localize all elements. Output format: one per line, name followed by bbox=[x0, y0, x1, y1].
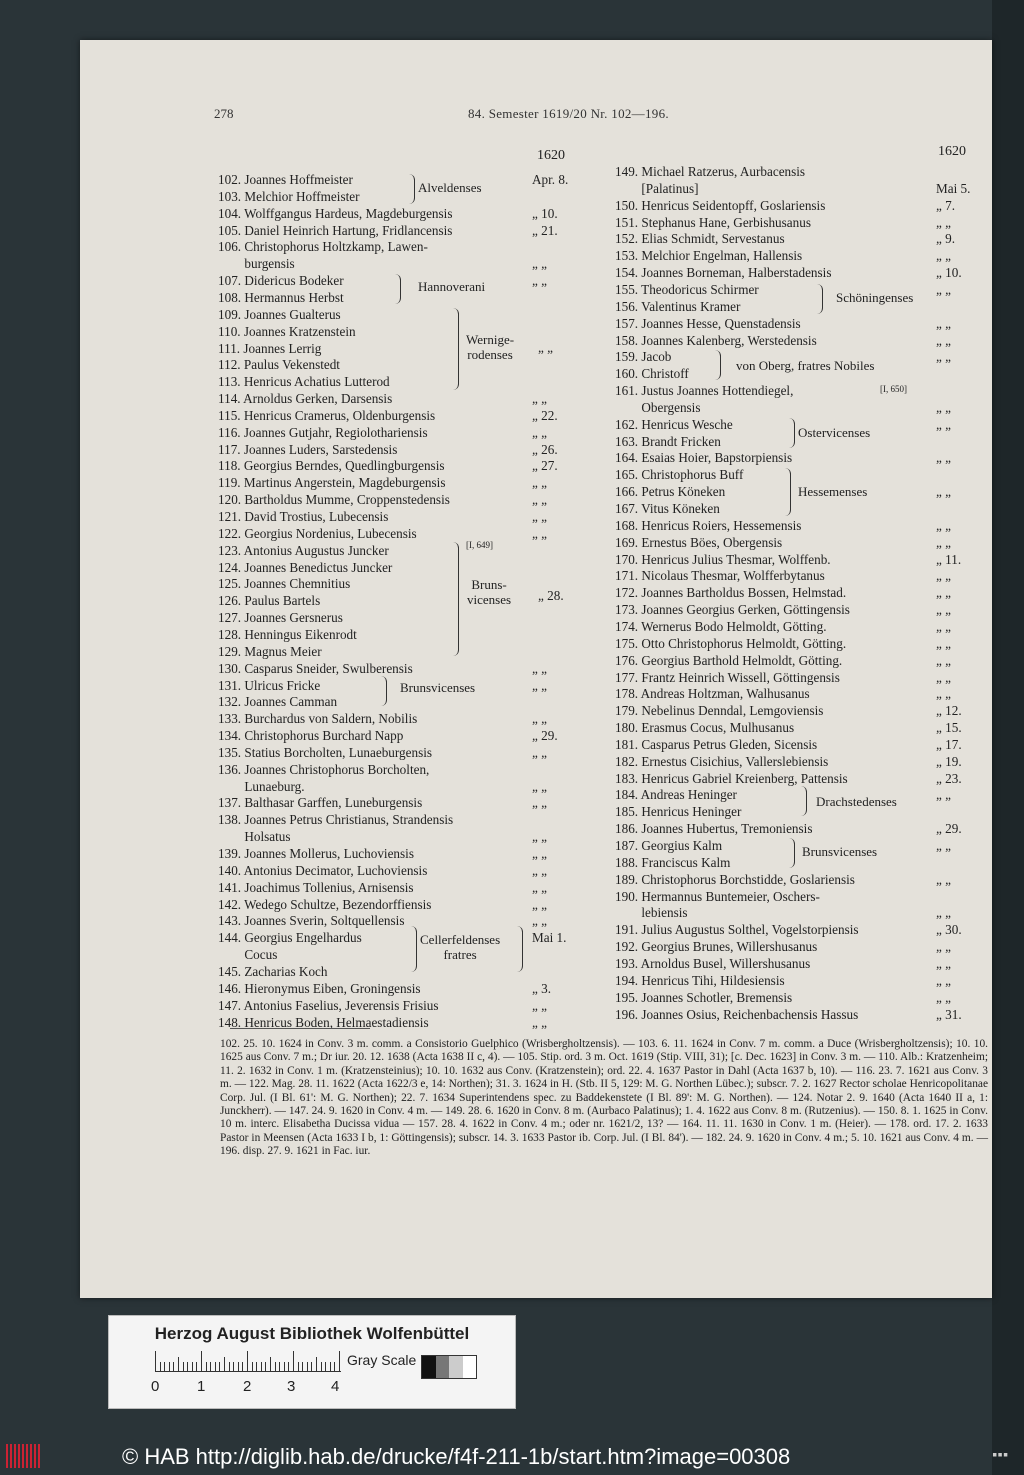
list-item: 116. Joannes Gutjahr, Regiolothariensis bbox=[218, 424, 428, 440]
list-item: Lunaeburg. bbox=[218, 778, 305, 794]
ruler-tick bbox=[279, 1362, 280, 1371]
footer-bar bbox=[0, 1438, 1024, 1475]
entry-date: „ „ bbox=[532, 778, 548, 794]
list-item: 183. Henricus Gabriel Kreienberg, Pattensis bbox=[615, 770, 848, 786]
entry-date: „ „ bbox=[532, 744, 548, 760]
list-item: 170. Henricus Julius Thesmar, Wolffenb. bbox=[615, 551, 831, 567]
list-item: 163. Brandt Fricken bbox=[615, 433, 721, 449]
list-item: 128. Henningus Eikenrodt bbox=[218, 626, 357, 642]
list-item: 109. Joannes Gualterus bbox=[218, 306, 341, 322]
ruler-tick bbox=[164, 1362, 165, 1371]
ruler-tick bbox=[293, 1351, 294, 1371]
list-item: 156. Valentinus Kramer bbox=[615, 298, 741, 314]
list-item: 112. Paulus Vekenstedt bbox=[218, 357, 340, 373]
list-item: 194. Henricus Tihi, Hildesiensis bbox=[615, 972, 785, 988]
list-item: 120. Bartholdus Mumme, Croppenstedensis bbox=[218, 492, 450, 508]
entry-date: „ 29. bbox=[532, 728, 558, 744]
list-item: 190. Hermannus Buntemeier, Oschers- bbox=[615, 888, 820, 904]
list-item: 192. Georgius Brunes, Willershusanus bbox=[615, 939, 818, 955]
list-item: 173. Joannes Georgius Gerken, Göttingensis bbox=[615, 602, 850, 618]
entry-date: „ „ bbox=[936, 484, 952, 500]
group-date: „ 28. bbox=[538, 588, 564, 603]
entry-date: „ „ bbox=[532, 846, 548, 861]
entry-date: „ 11. bbox=[936, 551, 962, 567]
list-item: 184. Andreas Heninger bbox=[615, 787, 737, 803]
entry-date: „ 15. bbox=[936, 720, 962, 736]
ruler-tick bbox=[307, 1362, 308, 1371]
ruler-tick bbox=[178, 1357, 179, 1371]
entry-date: „ „ bbox=[936, 332, 952, 348]
entry-date: „ „ bbox=[532, 677, 548, 693]
footnotes: 102. 25. 10. 1624 in Conv. 3 m. comm. a Consistorio Guelphico (Wrisbergholtzensis). — 103. 6. 11. 1624 in Conv. 7 m. comm. a Duce (Wrisbergholtzensis); 10. 10. 1625 aus Conv. 7 m.; Dr iur. 20. 12. 1638 (Acta 1638 II c, 4). — 105. Stip. ord. 3 m. Oct. 1619 (Stip. VIII, 31); [c. Dec. 1623] in Conv. 3 m. — 110. Alb.: Kratzenheim; 11. 2. 1632 in Conv. 1 m. (Kratzensteinius); 10. 10. 1632 aus Conv. (Kratzenstein); ord. 22. 4. 1637 Pastor in Dahl (Acta 1637 b, 10). — 116. 23. 7. 1621 aus Conv. 3 m. — 122. Mag. 28. 11. 1622 (Acta 1622/3 e, 14: Northen); 31. 3. 1624 in H. (Stb. II 5, 129: M. G. Northen Lübec.); subscr. 7. 2. 1627 Rector scholae Henricopolitanae Corp. Jul. (I Bl. 61': M. G. Northen); 22. 7. 1634 Superintendens spec. zu Baddekenstete (I Bl. 89': M. G. Northen). — 124. Notar 2. 9. 1640 (Acta 1640 II a, 1: Junckherr). — 147. 24. 9. 1620 in Conv. 4 m. — 149. 28. 6. 1620 in Conv. 8 m. (Aurbaco Palatinus); 1. 4. 1622 aus Conv. 8 m. (Rutzenius). — 150. 8. 1. 1625 in Conv. 10 m. interc. Elisabetha Ducissa vidua — 157. 28. 4. 1622 in Conv. 4 m.; oder nr. 1621/2, 13? — 164. 11. 11. 1630 in Conv. 1 m. (Heier). — 178. ord. 17. 2. 1633 Pastor in Meensen (Acta 1633 I b, 1: Göttingensis); subscr. 14. 3. 1633 Pastor ib. Corp. Jul. (I Bl. 84'). — 182. 24. 9. 1620 in Conv. 4 m.; 5. 10. 1621 aus Conv. 4 m. — 196. disp. 27. 9. 1621 in Fac. iur. bbox=[220, 1038, 988, 1158]
entry-date: „ „ bbox=[532, 711, 548, 727]
list-item: 129. Magnus Meier bbox=[218, 643, 322, 659]
entry-date: „ „ bbox=[936, 585, 952, 601]
entry-date: „ „ bbox=[936, 534, 952, 550]
list-item: 113. Henricus Achatius Lutterod bbox=[218, 374, 390, 390]
entry-date: „ „ bbox=[532, 256, 548, 272]
entry-date: „ „ bbox=[936, 939, 952, 955]
list-item: 195. Joannes Schotler, Bremensis bbox=[615, 989, 793, 1005]
entry-date: „ „ bbox=[532, 492, 548, 508]
ruler-number: 0 bbox=[151, 1378, 160, 1395]
entry-date: „ 10. bbox=[532, 205, 558, 221]
entry-date: „ „ bbox=[936, 315, 952, 331]
entry-date: „ 19. bbox=[936, 753, 962, 769]
list-item: 174. Wernerus Bodo Helmoldt, Götting. bbox=[615, 618, 827, 634]
ruler-tick bbox=[206, 1362, 207, 1371]
entry-date: „ „ bbox=[936, 989, 952, 1005]
ruler-number: 1 bbox=[197, 1378, 206, 1395]
list-item: 123. Antonius Augustus Juncker bbox=[218, 542, 389, 558]
ruler-tick bbox=[155, 1351, 156, 1371]
ruler-tick bbox=[192, 1362, 193, 1371]
entry-date: „ „ bbox=[936, 787, 952, 803]
list-item: 162. Henricus Wesche bbox=[615, 416, 733, 432]
library-name: Herzog August Bibliothek Wolfenbüttel bbox=[154, 1324, 470, 1343]
entry-date: „ „ bbox=[936, 905, 952, 921]
list-item: 134. Christophorus Burchard Napp bbox=[218, 728, 404, 744]
list-item: 103. Melchior Hoffmeister bbox=[218, 188, 360, 204]
entry-date: „ „ bbox=[936, 602, 952, 618]
entry-date: „ „ bbox=[532, 829, 548, 845]
right-year: 1620 bbox=[938, 144, 966, 159]
entry-date: „ „ bbox=[936, 955, 952, 971]
entry-date: „ 29. bbox=[936, 821, 962, 837]
ruler-tick bbox=[169, 1362, 170, 1371]
entry-date: „ „ bbox=[532, 525, 548, 541]
brace bbox=[392, 274, 401, 304]
ruler-tick bbox=[288, 1362, 289, 1371]
ruler-tick bbox=[330, 1362, 331, 1371]
entry-date: „ „ bbox=[936, 669, 952, 685]
entry-date: „ „ bbox=[532, 795, 548, 811]
list-item: 188. Franciscus Kalm bbox=[615, 854, 731, 870]
copyright-link[interactable]: © HAB http://diglib.hab.de/drucke/f4f-211-1b/start.htm?image=00308 bbox=[122, 1444, 791, 1469]
ruler-tick bbox=[321, 1362, 322, 1371]
list-item: 167. Vitus Köneken bbox=[615, 501, 720, 516]
group-label: Cellerfeldenses fratres bbox=[420, 932, 501, 962]
list-item: 175. Otto Christophorus Helmoldt, Götting. bbox=[615, 635, 847, 651]
group-label: von Oberg, fratres Nobiles bbox=[736, 358, 875, 373]
ruler-tick bbox=[229, 1362, 230, 1371]
group-label: Brunsvicenses bbox=[802, 844, 878, 859]
list-item: Holsatus bbox=[218, 829, 291, 845]
entry-date: „ „ bbox=[936, 568, 952, 584]
list-item: 147. Antonius Faselius, Jeverensis Frisius bbox=[218, 997, 439, 1013]
list-item: 168. Henricus Roiers, Hessemensis bbox=[615, 517, 802, 533]
entry-date: „ 27. bbox=[532, 458, 558, 474]
ruler-tick bbox=[215, 1362, 216, 1371]
list-item: 111. Joannes Lerrig bbox=[218, 340, 322, 356]
brace bbox=[450, 308, 459, 390]
list-item: 152. Elias Schmidt, Servestanus bbox=[615, 231, 785, 247]
list-item: 189. Christophorus Borchstidde, Goslariensis bbox=[615, 871, 855, 887]
ruler-number: 4 bbox=[331, 1378, 340, 1395]
document-page: 278 84. Semester 1619/20 Nr. 102—196. 1620 1620 102. Joannes Hoffmeister Apr. 8. 103. Melchior Hoffmeister 104. Wolffgangus Hardeus, Magdeburgensis „ 10. 105. Daniel Heinrich Hartung, Fridlancensis „ 21. 106. Christophorus Holtzkamp, Lawen- burgensis „ „ 107. Didericus Bodeker „ „ 108. Hermannus Herbst 109. Joannes Gualterus 110. Joannes Kratzenstein 111. Joannes Lerrig 112. Paulus Vekenstedt 113. Henricus Achatius Lutterod 114. Arnoldus Gerken, Darsensis „ „ 115. Henricus Cramerus, Oldenburgensis „ 22. 116. Joannes Gutjahr, Regiolothariensis „ „ 117. Joannes Luders, Sarstedensis „ 26. 118. Georgius Berndes, Quedlingburgensis „ 27. 119. Martinus Angerstein, Magdeburgensis „ „ 120. Bartholdus Mumme, Croppenstedensis „ „ 121. David Trostius, Lubecensis „ „ 122. Georgius Nordenius, Lubecensis „ „ 123. Antonius Augustus Juncker 124. Joannes Benedictus Juncker 125. Joannes Chemnitius 126. Paulus Bartels 127. Joannes Gersnerus 128. Henningus Eikenrodt 129. Magnus Meier 130. Casparus Sneider, Swulberensis „ „ 131. Ulricus Fricke „ „ 132. Joannes Camman 133. Burchardus von Saldern, Nobilis „ „ 134. Christophorus Burchard Napp „ 29. 135. Statius Borcholten, Lunaeburgensis „ „ 136. Joannes Christophorus Borcholten, Lunaeburg. „ „ 137. Balthasar Garffen, Luneburgensis „ „ 138. Joannes Petrus Christianus, Strandensis Holsatus „ „ 139. Joannes Mollerus, Luchoviensis „ „ 140. Antonius Decimator, Luchoviensis „ „ 141. Joachimus Tollenius, Arnisensis „ „ 142. Wedego Schultze, Bezendorffiensis „ „ 143. Joannes Sverin, Soltquellensis „ „ 144. Georgius Engelhardus Mai 1. Cocus 145. Zacharias Koch 146. Hieronymus Eiben, Groningensis „ 3. 147. Antonius Faselius, Jeverensis Frisius „ „ 148. Henricus Boden, Helmaestadiensis „ „ 149. Michael Ratzerus, Aurbacensis [Palatinus] Mai 5. 150. Henricus Seidentopff, Goslariensis „ 7. 151. Stephanus Hane, Gerbishusanus „ „ 152. Elias Schmidt, Servestanus „ 9. 153. Melchior Engelman, Hallensis „ „ 154. Joannes Borneman, Halberstadensis „ 10. 155. Theodoricus Schirmer „ „ 156. Valentinus Kramer 157. Joannes Hesse, Quenstadensis „ „ 158. Joannes Kalenberg, Werstedensis „ „ 159. Jacob „ „ 160. Christoff 161. Justus Joannes Hottendiegel, Obergensis „ „ 162. Henricus Wesche „ „ 163. Brandt Fricken 164. Esaias Hoier, Bapstorpiensis „ „ 165. Christophorus Buff 166. Petrus Köneken „ „ 167. Vitus Köneken 168. Henricus Roiers, Hessemensis „ „ 169. Ernestus Böes, Obergensis „ „ 170. Henricus Julius Thesmar, Wolffenb. „ 11. 171. Nicolaus Thesmar, Wolfferbytanus „ „ 172. Joannes Bartholdus Bossen, Helmstad. „ „ 173. Joannes Georgius Gerken, Göttingensis „ „ 174. Wernerus Bodo Helmoldt, Götting. „ „ 175. Otto Christophorus Helmoldt, Götting. „ „ 176. Georgius Barthold Helmoldt, Götting. „ „ 177. Frantz Heinrich Wissell, Göttingensis „ „ 178. Andreas Holtzman, Walhusanus „ „ 179. Nebelinus Denndal, Lemgoviensis „ 12. 180. Erasmus Cocus, Mulhusanus „ 15. 181. Casparus Petrus Gleden, Sicensis „ 17. 182. Ernestus Cisichius, Vallerslebiensis „ 19. 183. Henricus Gabriel Kreienberg, Pattensis „ 23. 184. Andreas Heninger „ „ 185. Henricus Heninger 186. Joannes Hubertus, Tremoniensis „ 29. 187. Georgius Kalm „ „ 188. Franciscus Kalm 189. Christophorus Borchstidde, Goslariensis „ „ 190. Hermannus Buntemeier, Oschers- lebiensis „ „ 191. Julius Augustus Solthel, Vogelstorpiensis „ 30. 192. Georgius Brunes, Willershusanus „ „ 193. Arnoldus Busel, Willershusanus „ „ 194. Henricus Tihi, Hildesiensis „ „ 195. Joannes Schotler, Bremensis „ „ 196. Joannes Osius, Reichenbachensis Hassus „ 31. Alveldenses Hannoverani Wernige- rodenses „ „ Bruns- vicenses „ 28. [I, 649] Brunsvicenses Cellerfeldenses fratres Schöningenses von Oberg, fratres Nobiles [I, 650] Ostervicenses Hessemenses Drachstedenses Brunsvicenses 102. 25. 10. 1624 in Conv. 3 m. comm. a Consistorio Guelphico (Wrisbergholtzensis). — 103. 6. 11. 1624 in Conv. 7 m. comm. a Duce (Wrisbergholtzensis); 10. 10. 1625 aus Conv. 7 m.; Dr iur. 20. 12. 1638 (Acta 1638 II c, 4). — 105. Stip. ord. 3 m. Oct. 1619 (Stip. VIII, 31); [c. Dec. 1623] in Conv. 3 m. — 110. Alb.: Kratzenheim; 11. 2. 1632 in Conv. 1 m. (Kratzensteinius); 10. 10. 1632 aus Conv. (Kratzenstein); ord. 22. 4. 1637 Pastor in Dahl (Acta 1637 b, 10). — 116. 23. 7. 1621 aus Conv. 3 m. — 122. Mag. 28. 11. 1622 (Acta 1622/3 e, 14: Northen); 31. 3. 1624 in H. (Stb. II 5, 129: M. G. Northen Lübec.); subscr. 7. 2. 1627 Rector scholae Henricopolitanae Corp. Jul. (I Bl. 61': M. G. Northen); 22. 7. 1634 Superintendens spec. zu Baddekenstete (I Bl. 89': M. G. Northen). — 124. Notar 2. 9. 1640 (Acta 1640 II a, 1: Junckherr). — 147. 24. 9. 1620 in Conv. 4 m. — 149. 28. 6. 1620 in Conv. 8 m. (Aurbaco Palatinus); 1. 4. 1622 aus Conv. 8 m. (Rutzenius). — 150. 8. 1. 1625 in Conv. 10 m. interc. Elisabetha Ducissa vidua — 157. 28. 4. 1622 in Conv. 4 m.; oder nr. 1621/2, 13? — 164. 11. 11. 1630 in Conv. 1 m. (Heier). — 178. ord. 17. 2. 1633 Pastor in Meensen (Acta 1633 I b, 1: Göttingensis); subscr. 14. 3. 1633 Pastor ib. Corp. Jul. (I Bl. 84'). — 182. 24. 9. 1620 in Conv. 4 m.; 5. 10. 1621 aus Conv. 4 m. — 196. disp. 27. 9. 1621 in Fac. iur. bbox=[80, 40, 992, 1298]
list-item: 160. Christoff bbox=[615, 366, 689, 382]
list-item: 133. Burchardus von Saldern, Nobilis bbox=[218, 711, 418, 727]
ruler-number: 3 bbox=[287, 1378, 296, 1395]
gray-scale-swatch bbox=[421, 1355, 477, 1379]
list-item: 141. Joachimus Tollenius, Arnisensis bbox=[218, 879, 414, 895]
entry-date: „ 31. bbox=[936, 1006, 962, 1022]
list-item: 105. Daniel Heinrich Hartung, Fridlancensis bbox=[218, 222, 453, 238]
ruler-tick bbox=[298, 1362, 299, 1371]
list-item: 122. Georgius Nordenius, Lubecensis bbox=[218, 525, 417, 541]
list-item: 143. Joannes Sverin, Soltquellensis bbox=[218, 913, 405, 929]
library-banner bbox=[108, 1315, 516, 1409]
list-item: 146. Hieronymus Eiben, Groningensis bbox=[218, 980, 421, 996]
entry-date: „ „ bbox=[936, 686, 952, 702]
entry-date: „ „ bbox=[532, 896, 548, 912]
ruler-tick bbox=[247, 1351, 248, 1371]
entry-date: „ „ bbox=[532, 475, 548, 491]
entry-date: „ „ bbox=[936, 349, 952, 365]
brace bbox=[798, 786, 807, 816]
list-item: 144. Georgius Engelhardus bbox=[218, 930, 362, 946]
ref-mark: [I, 650] bbox=[880, 384, 907, 394]
ruler-tick bbox=[173, 1362, 174, 1371]
list-item: 180. Erasmus Cocus, Mulhusanus bbox=[615, 720, 795, 736]
brace bbox=[450, 542, 459, 656]
barcode-icon bbox=[6, 1444, 42, 1468]
entry-date: „ „ bbox=[936, 618, 952, 634]
list-item: 151. Stephanus Hane, Gerbishusanus bbox=[615, 214, 811, 230]
entry-date: Apr. 8. bbox=[532, 172, 569, 187]
list-item: 172. Joannes Bartholdus Bossen, Helmstad. bbox=[615, 585, 847, 601]
list-item: 110. Joannes Kratzenstein bbox=[218, 323, 356, 339]
list-item: 150. Henricus Seidentopff, Goslariensis bbox=[615, 197, 826, 213]
list-item: 104. Wolffgangus Hardeus, Magdeburgensis bbox=[218, 205, 453, 221]
entry-date: „ „ bbox=[936, 450, 952, 466]
entry-date: „ „ bbox=[936, 517, 952, 533]
list-item: 158. Joannes Kalenberg, Werstedensis bbox=[615, 332, 817, 348]
list-item: 126. Paulus Bartels bbox=[218, 593, 321, 609]
corner-marks: ▪▪▪ bbox=[992, 1450, 1009, 1460]
entry-date: „ „ bbox=[532, 862, 548, 878]
list-item: 108. Hermannus Herbst bbox=[218, 289, 344, 305]
list-item: 142. Wedego Schultze, Bezendorffiensis bbox=[218, 896, 432, 912]
ruler-tick bbox=[160, 1362, 161, 1371]
list-item: 136. Joannes Christophorus Borcholten, bbox=[218, 761, 430, 777]
list-item: 139. Joannes Mollerus, Luchoviensis bbox=[218, 846, 414, 861]
ruler-tick bbox=[275, 1362, 276, 1371]
brace bbox=[408, 926, 417, 972]
entry-date: „ „ bbox=[936, 416, 952, 432]
brace bbox=[786, 838, 795, 868]
page-number: 278 bbox=[214, 106, 234, 121]
list-item: 169. Ernestus Böes, Obergensis bbox=[615, 534, 783, 550]
entry-date: „ 21. bbox=[532, 222, 558, 238]
list-item: 145. Zacharias Koch bbox=[218, 963, 328, 979]
list-item: 171. Nicolaus Thesmar, Wolfferbytanus bbox=[615, 568, 825, 584]
group-label: Alveldenses bbox=[418, 180, 482, 195]
group-label: Brunsvicenses bbox=[400, 680, 476, 695]
ruler-tick bbox=[256, 1362, 257, 1371]
group-label: Wernige- rodenses bbox=[466, 332, 515, 362]
list-item: 117. Joannes Luders, Sarstedensis bbox=[218, 441, 398, 457]
list-item: Cocus bbox=[218, 947, 278, 963]
group-label: Ostervicenses bbox=[798, 425, 871, 440]
gray-scale-label: Gray Scale bbox=[347, 1352, 417, 1368]
brace bbox=[782, 468, 791, 516]
entry-date: „ „ bbox=[532, 879, 548, 895]
list-item: 153. Melchior Engelman, Hallensis bbox=[615, 248, 803, 264]
entry-date: Mai 5. bbox=[936, 180, 971, 196]
ruler-tick bbox=[284, 1362, 285, 1371]
list-item: 125. Joannes Chemnitius bbox=[218, 576, 351, 592]
list-item: 177. Frantz Heinrich Wissell, Göttingensis bbox=[615, 669, 840, 685]
list-item: 165. Christophorus Buff bbox=[615, 467, 744, 483]
list-item: 182. Ernestus Cisichius, Vallerslebiensis bbox=[615, 753, 829, 769]
list-item: 157. Joannes Hesse, Quenstadensis bbox=[615, 315, 801, 331]
entry-date: „ „ bbox=[532, 391, 548, 407]
list-item: 193. Arnoldus Busel, Willershusanus bbox=[615, 955, 811, 971]
list-item: 181. Casparus Petrus Gleden, Sicensis bbox=[615, 736, 818, 752]
ruler-tick bbox=[224, 1357, 225, 1371]
entry-date: „ 3. bbox=[532, 980, 552, 996]
list-item: 148. Henricus Boden, Helmaestadiensis bbox=[218, 1014, 429, 1030]
entry-date: „ „ bbox=[936, 281, 952, 297]
ruler-tick bbox=[261, 1362, 262, 1371]
entry-date: „ „ bbox=[532, 509, 548, 524]
ruler-tick bbox=[316, 1357, 317, 1371]
entry-date: „ 10. bbox=[936, 265, 962, 281]
list-item: 185. Henricus Heninger bbox=[615, 804, 742, 820]
list-item: 114. Arnoldus Gerken, Darsensis bbox=[218, 391, 393, 407]
list-item: 130. Casparus Sneider, Swulberensis bbox=[218, 660, 413, 676]
list-item: 155. Theodoricus Schirmer bbox=[615, 281, 759, 297]
list-item: 132. Joannes Camman bbox=[218, 694, 338, 710]
list-item: 161. Justus Joannes Hottendiegel, bbox=[615, 383, 794, 399]
entry-date: „ 22. bbox=[532, 407, 558, 423]
scan-edge bbox=[992, 0, 1024, 1475]
brace bbox=[712, 350, 721, 380]
ruler-tick bbox=[302, 1362, 303, 1371]
entry-date: „ „ bbox=[936, 399, 952, 415]
list-item: 164. Esaias Hoier, Bapstorpiensis bbox=[615, 450, 793, 466]
list-item: 140. Antonius Decimator, Luchoviensis bbox=[218, 862, 428, 878]
list-item: [Palatinus] bbox=[615, 180, 699, 196]
list-item: 135. Statius Borcholten, Lunaeburgensis bbox=[218, 744, 433, 760]
list-item: 115. Henricus Cramerus, Oldenburgensis bbox=[218, 407, 436, 423]
ruler-tick bbox=[210, 1362, 211, 1371]
left-year: 1620 bbox=[537, 148, 565, 163]
ruler-tick bbox=[325, 1362, 326, 1371]
list-item: 124. Joannes Benedictus Juncker bbox=[218, 559, 393, 575]
list-item: 154. Joannes Borneman, Halberstadensis bbox=[615, 265, 832, 281]
entry-date: „ „ bbox=[532, 424, 548, 440]
list-item: 102. Joannes Hoffmeister bbox=[218, 172, 353, 187]
entry-date: „ „ bbox=[532, 913, 548, 929]
brace bbox=[786, 418, 795, 448]
list-item: 107. Didericus Bodeker bbox=[218, 273, 344, 289]
ruler-tick bbox=[242, 1362, 243, 1371]
list-item: 138. Joannes Petrus Christianus, Strandensis bbox=[218, 812, 454, 828]
entry-date: „ „ bbox=[936, 635, 952, 651]
list-item: Obergensis bbox=[615, 399, 701, 415]
ruler-number: 2 bbox=[243, 1378, 252, 1395]
entry-date: Mai 1. bbox=[532, 930, 567, 946]
list-item: 127. Joannes Gersnerus bbox=[218, 610, 343, 626]
entry-date: „ „ bbox=[936, 838, 952, 853]
group-label: Hannoverani bbox=[418, 279, 486, 294]
ref-mark: [I, 649] bbox=[466, 540, 493, 550]
ruler-tick bbox=[311, 1362, 312, 1371]
entry-date: „ 17. bbox=[936, 736, 962, 752]
entry-date: „ 12. bbox=[936, 703, 962, 719]
brace bbox=[406, 174, 415, 204]
entry-date: „ 30. bbox=[936, 922, 962, 938]
ruler-tick bbox=[187, 1362, 188, 1371]
entry-date: „ „ bbox=[532, 997, 548, 1013]
list-item: 187. Georgius Kalm bbox=[615, 838, 723, 853]
footnote-separator bbox=[230, 1028, 370, 1029]
ruler-tick bbox=[201, 1351, 202, 1371]
list-item: 178. Andreas Holtzman, Walhusanus bbox=[615, 686, 810, 702]
list-item: 137. Balthasar Garffen, Luneburgensis bbox=[218, 795, 423, 811]
entry-date: „ 7. bbox=[936, 197, 956, 213]
group-label: Schöningenses bbox=[836, 290, 914, 305]
running-title: 84. Semester 1619/20 Nr. 102—196. bbox=[468, 106, 669, 121]
ruler-tick bbox=[339, 1351, 340, 1371]
list-item: 119. Martinus Angerstein, Magdeburgensis bbox=[218, 475, 446, 491]
list-item: 106. Christophorus Holtzkamp, Lawen- bbox=[218, 239, 428, 255]
entry-date: „ „ bbox=[936, 248, 952, 264]
list-item: 159. Jacob bbox=[615, 349, 672, 365]
group-label: Bruns- vicenses bbox=[467, 577, 512, 607]
entry-date: „ „ bbox=[936, 871, 952, 887]
entry-date: „ „ bbox=[936, 972, 952, 988]
list-item: 179. Nebelinus Denndal, Lemgoviensis bbox=[615, 703, 824, 719]
entry-date: „ „ bbox=[936, 214, 952, 230]
list-item: lebiensis bbox=[615, 905, 688, 921]
ruler-tick bbox=[196, 1362, 197, 1371]
entry-date: „ „ bbox=[936, 652, 952, 668]
measurement-ruler bbox=[155, 1351, 341, 1372]
entry-date: „ 9. bbox=[936, 231, 956, 247]
list-item: 131. Ulricus Fricke bbox=[218, 677, 321, 693]
list-item: 121. David Trostius, Lubecensis bbox=[218, 509, 389, 524]
ruler-tick bbox=[270, 1357, 271, 1371]
ruler-tick bbox=[219, 1362, 220, 1371]
brace bbox=[378, 676, 387, 706]
group-label: Hessemenses bbox=[798, 484, 868, 499]
list-item: 191. Julius Augustus Solthel, Vogelstorpiensis bbox=[615, 922, 859, 938]
group-label: Drachstedenses bbox=[816, 794, 897, 809]
list-item: 166. Petrus Köneken bbox=[615, 484, 726, 500]
entry-date: „ „ bbox=[532, 1014, 548, 1030]
list-item: 118. Georgius Berndes, Quedlingburgensis bbox=[218, 458, 445, 474]
ruler-tick bbox=[183, 1362, 184, 1371]
ruler-tick bbox=[252, 1362, 253, 1371]
entry-date: „ „ bbox=[532, 660, 548, 676]
entry-date: „ 23. bbox=[936, 770, 962, 786]
list-item: 149. Michael Ratzerus, Aurbacensis bbox=[615, 164, 806, 179]
ruler-tick bbox=[233, 1362, 234, 1371]
list-item: 196. Joannes Osius, Reichenbachensis Hassus bbox=[615, 1006, 859, 1022]
ruler-tick bbox=[238, 1362, 239, 1371]
ruler-tick bbox=[334, 1362, 335, 1371]
list-item: 176. Georgius Barthold Helmoldt, Götting. bbox=[615, 652, 843, 668]
list-item: 186. Joannes Hubertus, Tremoniensis bbox=[615, 821, 813, 837]
brace bbox=[514, 926, 523, 972]
entry-date: „ „ bbox=[532, 273, 548, 289]
entry-date: „ 26. bbox=[532, 441, 558, 457]
ruler-tick bbox=[265, 1362, 266, 1371]
list-item: burgensis bbox=[218, 256, 295, 272]
brace bbox=[814, 284, 823, 314]
